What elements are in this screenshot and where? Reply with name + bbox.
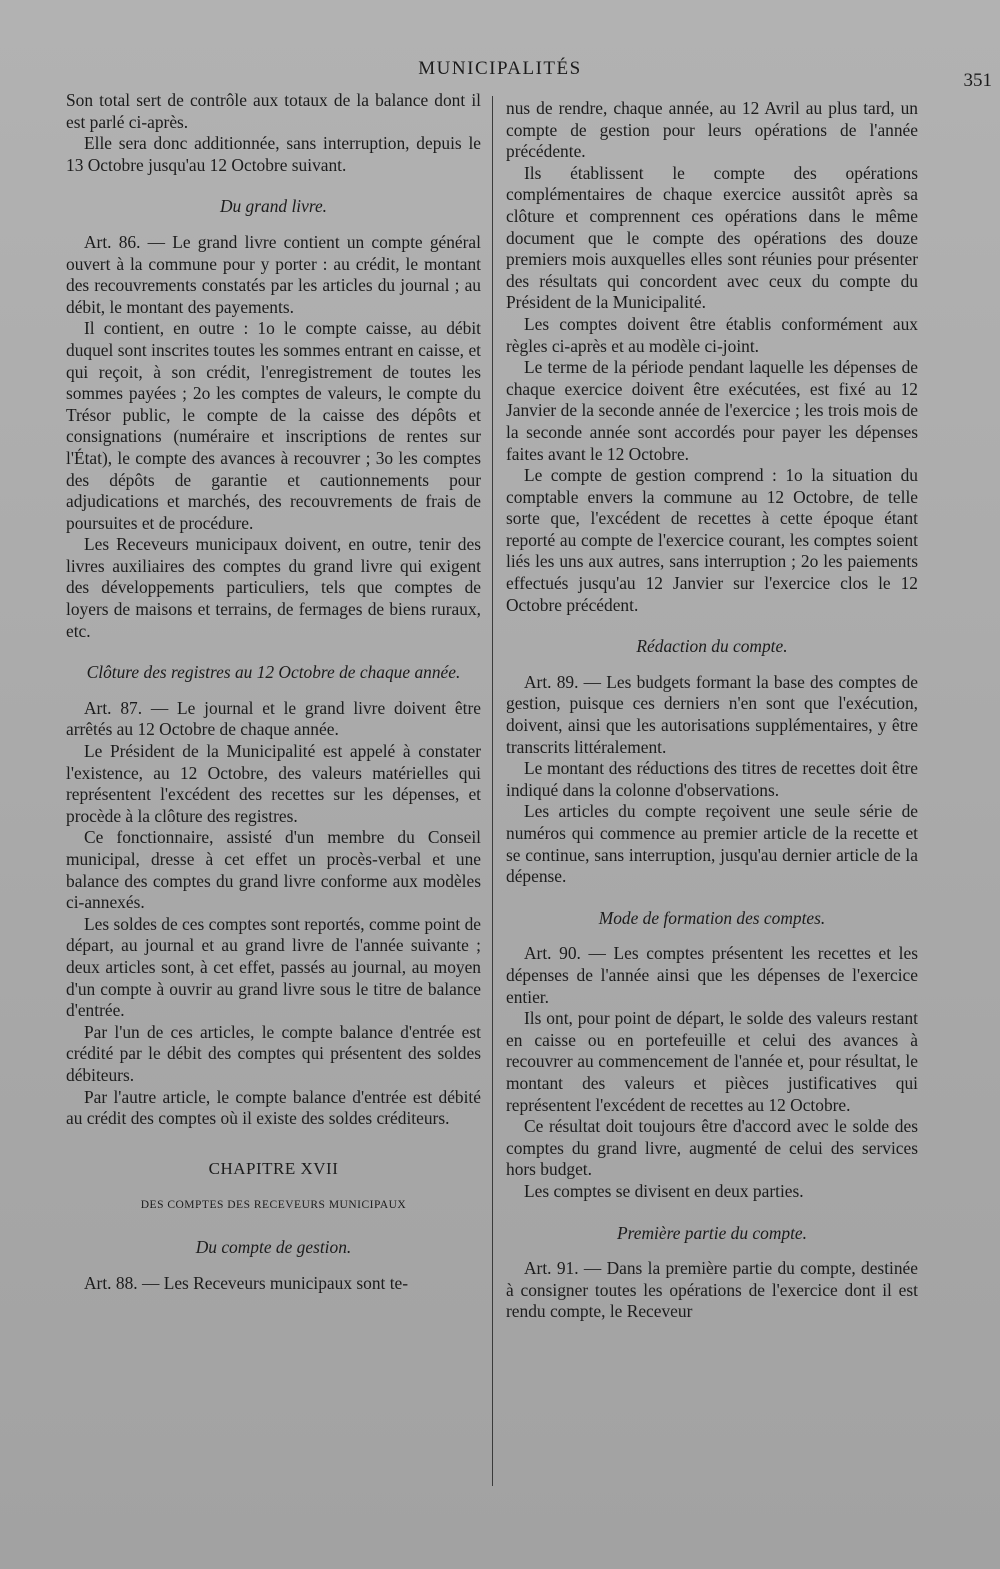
right-paragraph-1: nus de rendre, chaque année, au 12 Avril au plus tard, un compte de gestion pour leurs opérations de l'année précédente. [506, 98, 918, 162]
right-column [506, 98, 918, 1323]
article-88: Art. 88. — Les Receveurs municipaux sont te- [84, 1272, 409, 1293]
column-divider [492, 96, 493, 1486]
left-column [66, 90, 481, 1294]
right-paragraph-2: Ils établissent le compte des opérations complémentaires de chaque exercice aussitôt après sa clôture et comprennent ces opérations dans le même document que le compte des opérations des douze premiers mois auxquelles elles sont réunies pour présenter des résultats qui concordent avec ceux du compte du Président de la Municipalité. [506, 162, 918, 313]
article-90: Art. 90. — Les comptes présentent les recettes et les dépenses de l'année ainsi que les dépenses de l'exercice entier. [506, 943, 918, 1007]
right-paragraph-4: Le terme de la période pendant laquelle les dépenses de chaque exercice doivent être exécutées, est fixé au 12 Janvier de la seconde année de l'exercice ; les trois mois de la seconde année sont accordés pour payer les dépenses faites avant le 12 Octobre. [506, 357, 918, 464]
article-91: Art. 91. — Dans la première partie du compte, destinée à consigner toutes les opérations de l'exercice dont il est rendu compte, le Receveur [506, 1258, 918, 1322]
chapter-subtitle: DES COMPTES DES RECEVEURS MUNICIPAUX [140, 1199, 407, 1212]
left-paragraph-8: Ce fonctionnaire, assisté d'un membre du Conseil municipal, dresse à cet effet un procès-verbal et une balance des comptes du grand livre conforme aux modèles ci-annexés. [66, 827, 481, 913]
left-paragraph-11: Par l'autre article, le compte balance d'entrée est débité au crédit des comptes où il existe des soldes créditeurs. [66, 1086, 481, 1129]
article-89: Art. 89. — Les budgets formant la base des comptes de gestion, puisque ces derniers n'en sont que l'exécution, doivent, ainsi que les autorisations supplémentaires, y être transcrits littéralement. [506, 671, 918, 757]
section-heading-compte-gestion: Du compte de gestion. [195, 1236, 352, 1257]
left-paragraph-9: Les soldes de ces comptes sont reportés, comme point de départ, au journal et au grand livre de l'année suivante ; deux articles sont, à cet effet, passés au journal, au moyen d'un compte à ouvrir au grand livre sous le titre de balance d'entrée. [66, 913, 481, 1021]
section-heading-premiere-partie: Première partie du compte. [617, 1222, 807, 1243]
left-paragraph-7: Le Président de la Municipalité est appelé à constater l'existence, au 12 Octobre, des valeurs matérielles qui représentent l'excédent des recettes sur les dépenses, et procède à la clôture des registres. [66, 741, 481, 826]
section-heading-grand-livre: Du grand livre. [219, 196, 328, 217]
left-paragraph-2: Elle sera donc additionnée, sans interruption, depuis le 13 Octobre jusqu'au 12 Octobre suivant. [66, 133, 481, 175]
section-heading-cloture: Clôture des registres au 12 Octobre de chaque année. [86, 662, 461, 683]
right-paragraph-5: Le compte de gestion comprend : 1o la situation du comptable envers la commune au 12 Octobre, de telle sorte que, l'excédent de recettes à cette époque étant reporté au compte de l'exercice courant, les comptes soient liés les uns aux autres, sans interruption ; 2o les paiements effectués jusqu'au 12 Janvier sur l'exercice clos le 12 Octobre précédent. [506, 465, 918, 615]
page-number: 351 [963, 70, 992, 91]
running-header-title: MUNICIPALITÉS [418, 58, 582, 79]
article-87: Art. 87. — Le journal et le grand livre doivent être arrêtés au 12 Octobre de chaque année. [66, 697, 481, 740]
section-heading-mode-formation: Mode de formation des comptes. [598, 907, 826, 928]
right-paragraph-12: Les comptes se divisent en deux parties. [524, 1180, 804, 1201]
section-heading-redaction: Rédaction du compte. [636, 636, 788, 657]
article-86: Art. 86. — Le grand livre contient un compte général ouvert à la commune pour y porter : au crédit, le montant des recouvrements constatés par les articles du journal ; au débit, le montant des payements. [66, 231, 481, 317]
left-paragraph-5: Les Receveurs municipaux doivent, en outre, tenir des livres auxiliaires des comptes du grand livre qui exigent des développements particuliers, tels que comptes de loyers de maisons et terrains, de fermages de biens ruraux, etc. [66, 534, 481, 641]
left-paragraph-4: Il contient, en outre : 1o le compte caisse, au débit duquel sont inscrites toutes les sommes entrant en caisse, et qui reçoit, à son crédit, l'enregistrement de toutes les sommes payées ; 2o les comptes de valeurs, le compte du Trésor public, le compte de la caisse des dépôts et consignations (numéraire et inscriptions de rentes sur l'État), le compte des avances à recouvrer ; 3o les comptes des dépôts de garantie et cautionnements pour adjudications et marchés, des recouvrements de frais de poursuites et de procédure. [66, 318, 481, 533]
left-paragraph-10: Par l'un de ces articles, le compte balance d'entrée est crédité par le débit des comptes qui présentent des soldes débiteurs. [66, 1021, 481, 1085]
chapter-title: CHAPITRE XVII [208, 1158, 339, 1178]
right-paragraph-3: Les comptes doivent être établis conformément aux règles ci-après et au modèle ci-joint. [506, 313, 918, 356]
left-paragraph-1: Son total sert de contrôle aux totaux de la balance dont il est parlé ci-après. [66, 90, 481, 132]
right-paragraph-7: Le montant des réductions des titres de recettes doit être indiqué dans la colonne d'observations. [506, 758, 918, 800]
right-paragraph-10: Ils ont, pour point de départ, le solde des valeurs restant en caisse ou en portefeuille et celui des avances à recouvrer au commencement de l'année et, pour résultat, le montant des valeurs et pièces justificatives qui représentent l'excédent de recettes au 12 Octobre. [506, 1008, 918, 1115]
right-paragraph-8: Les articles du compte reçoivent une seule série de numéros qui commence au premier article de la recette et se continue, sans interruption, jusqu'au dernier article de la dépense. [506, 801, 918, 887]
right-paragraph-11: Ce résultat doit toujours être d'accord avec le solde des comptes du grand livre, augmenté de celui des services hors budget. [506, 1116, 918, 1180]
